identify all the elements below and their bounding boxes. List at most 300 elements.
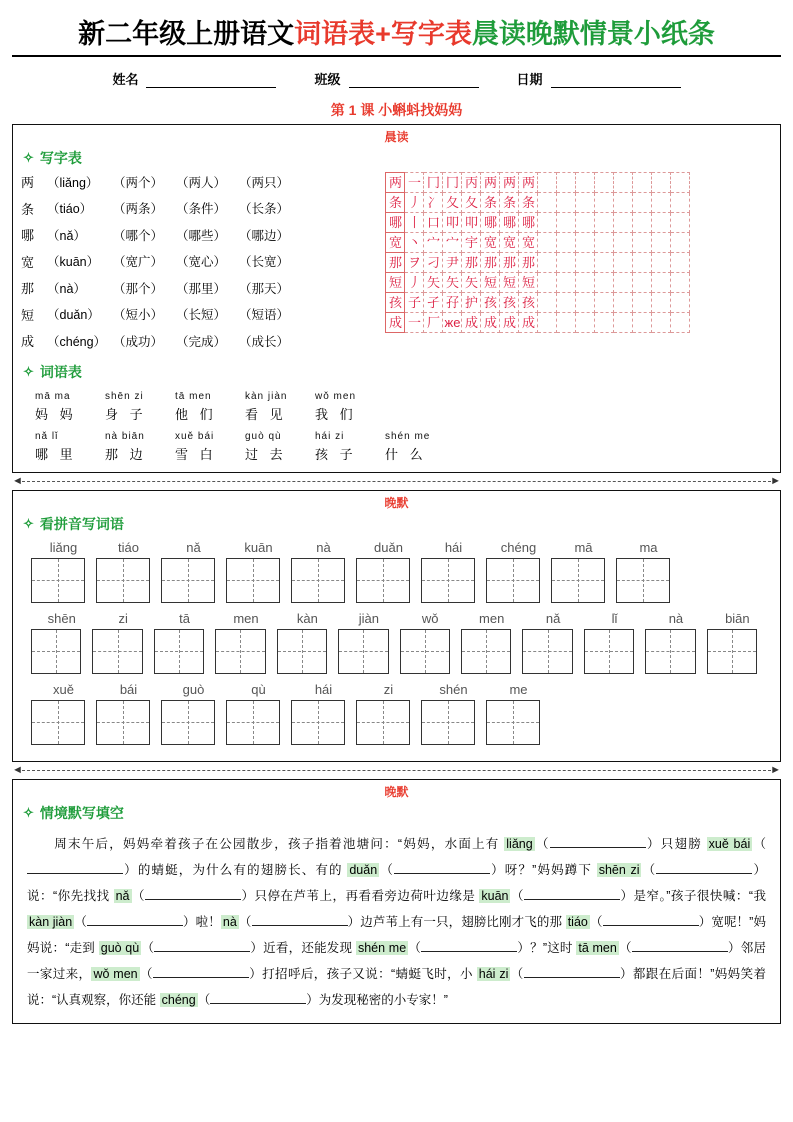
writing-box[interactable] (291, 558, 345, 603)
passage-text: ）为发现秘密的小专家！” (306, 992, 448, 1007)
practice-cell[interactable] (538, 253, 557, 273)
stroke-step: 那 (481, 253, 500, 273)
word-pinyin: nǎ lǐ (35, 430, 59, 442)
word-hanzi: 身 子 (105, 406, 147, 422)
pinyin-hint: hái zi (478, 966, 509, 981)
context-passage (13, 827, 780, 1023)
practice-cell[interactable] (633, 253, 652, 273)
stroke-step: 子 (405, 293, 424, 313)
writing-box[interactable] (31, 700, 85, 745)
passage-text: 周末午后，妈妈牵着孩子在公园散步，孩子指着池塘问：“妈妈，水面上有 (53, 836, 505, 851)
word: （那个） (113, 281, 164, 296)
lesson-title: 第 1 课 小蝌蚪找妈妈 (330, 102, 463, 118)
word: （短语） (239, 308, 290, 322)
practice-cell[interactable] (557, 233, 576, 253)
pinyin-label: jiàn (358, 610, 379, 626)
word-hanzi: 那 边 (105, 446, 147, 462)
practice-cell[interactable] (595, 193, 614, 213)
practice-cell[interactable] (595, 173, 614, 193)
stroke-step: 条 (519, 193, 538, 213)
answer-blank[interactable] (524, 977, 620, 978)
arrow-right-icon: ► (770, 763, 781, 776)
answer-blank[interactable] (87, 925, 183, 926)
panel3-header: 晚默 (384, 784, 409, 799)
page-title-part3: 晨读晚默情景小纸条 (471, 19, 715, 49)
word-entry (245, 426, 315, 464)
word-hanzi: 什 么 (385, 446, 427, 462)
stroke-step: 宀 (443, 233, 462, 253)
answer-blank[interactable] (154, 951, 250, 952)
word-pinyin: shén me (385, 430, 431, 442)
writing-box[interactable] (277, 629, 327, 674)
passage-text: ）都跟在后面！”妈妈笑着说：“认真观察，你还能 (27, 966, 766, 1007)
word-pinyin: tā men (175, 390, 212, 402)
pinyin-label: mā (574, 539, 593, 555)
section-write-chars-label: 写字表 (39, 150, 82, 166)
stroke-order-grid (381, 172, 772, 358)
passage-text: （ (131, 888, 145, 903)
practice-cell[interactable] (671, 233, 690, 253)
char: 宽 (21, 254, 35, 270)
practice-cell[interactable] (538, 313, 557, 333)
pinyin-label: wǒ (421, 610, 439, 626)
pinyin-label: nà (668, 610, 684, 626)
practice-cell[interactable] (557, 273, 576, 293)
pinyin-hint: kàn jiàn (29, 914, 73, 929)
word: （哪边） (239, 228, 290, 243)
writing-box[interactable] (31, 558, 85, 603)
stroke-step: 哪 (500, 213, 519, 233)
stroke-step: 夂 (462, 193, 481, 213)
practice-cell[interactable] (652, 293, 671, 313)
word-hanzi: 他 们 (175, 406, 217, 422)
writing-box[interactable] (291, 700, 345, 745)
section-word-list-label: 词语表 (39, 363, 82, 380)
practice-cell[interactable] (671, 253, 690, 273)
stroke-step: 两 (481, 173, 500, 193)
writing-box[interactable] (161, 558, 215, 603)
practice-cell[interactable] (671, 273, 690, 293)
writing-box[interactable] (226, 700, 280, 745)
passage-text: ）说：“你先找找 (27, 862, 766, 903)
writing-box[interactable] (486, 558, 540, 603)
pinyin-label: men (233, 610, 259, 626)
practice-cell[interactable] (633, 313, 652, 333)
section-word-list (13, 362, 780, 382)
pinyin-hint: tā men (578, 940, 617, 955)
writing-box[interactable] (421, 558, 475, 603)
practice-cell[interactable] (576, 293, 595, 313)
practice-cell[interactable] (633, 193, 652, 213)
stroke-step: 短 (519, 273, 538, 293)
practice-cell[interactable] (576, 213, 595, 233)
writing-box[interactable] (338, 629, 388, 674)
stroke-step: 哪 (481, 213, 500, 233)
practice-cell[interactable] (614, 233, 633, 253)
practice-cell[interactable] (614, 273, 633, 293)
pinyin-label: liǎng (49, 539, 78, 555)
passage-text: （ (408, 940, 422, 955)
char: 短 (21, 307, 35, 323)
table-row (21, 199, 381, 218)
passage-text: ）啦！ (182, 914, 221, 929)
word: （长条） (239, 202, 290, 216)
practice-cell[interactable] (576, 173, 595, 193)
practice-cell[interactable] (557, 193, 576, 213)
practice-cell[interactable] (557, 213, 576, 233)
practice-cell[interactable] (652, 233, 671, 253)
table-row (21, 331, 381, 350)
answer-blank[interactable] (603, 925, 699, 926)
class-input-line[interactable] (349, 74, 479, 88)
pinyin-label: hái (314, 681, 333, 697)
pinyin-hint: nǎ (115, 888, 130, 903)
writing-box[interactable] (486, 700, 540, 745)
writing-box[interactable] (421, 700, 475, 745)
section-context-fill-label: 情境默写填空 (39, 804, 124, 821)
practice-cell[interactable] (652, 273, 671, 293)
stroke-step: 成 (519, 313, 538, 333)
pinyin-hint: guò qù (100, 940, 140, 955)
practice-cell[interactable] (652, 313, 671, 333)
stroke-step: 丨 (405, 213, 424, 233)
pinyin-hint: kuān (481, 888, 509, 903)
stroke-step: 条 (481, 193, 500, 213)
practice-cell[interactable] (633, 233, 652, 253)
writing-box[interactable] (96, 700, 150, 745)
practice-cell[interactable] (652, 193, 671, 213)
pinyin: （chéng） (47, 334, 107, 349)
word-entry (105, 386, 175, 424)
word-hanzi: 看 见 (245, 406, 287, 422)
pinyin-label: shén (439, 681, 468, 697)
table-row (386, 173, 690, 193)
practice-cell[interactable] (538, 213, 557, 233)
date-label: 日期 (516, 72, 543, 87)
word-pinyin: xuě bái (175, 430, 215, 442)
practice-cell[interactable] (538, 293, 557, 313)
stroke-char: 哪 (386, 213, 405, 233)
answer-blank[interactable] (524, 899, 620, 900)
word: （那天） (239, 281, 290, 296)
passage-text: （ (752, 836, 766, 851)
practice-cell[interactable] (576, 233, 595, 253)
writing-box[interactable] (522, 629, 572, 674)
practice-cell[interactable] (576, 193, 595, 213)
write-char-list (21, 172, 381, 358)
answer-blank[interactable] (656, 873, 752, 874)
pinyin: （nà） (47, 281, 86, 296)
passage-text: （ (589, 914, 603, 929)
panel-evening-dictation-2 (12, 779, 781, 1024)
practice-cell[interactable] (614, 253, 633, 273)
writing-box[interactable] (645, 629, 695, 674)
stroke-char: 条 (386, 193, 405, 213)
table-row (386, 233, 690, 253)
pinyin: （nǎ） (47, 228, 86, 243)
table-row (386, 213, 690, 233)
stroke-step: 矢 (424, 273, 443, 293)
list-item (35, 426, 766, 464)
word-hanzi: 妈 妈 (35, 406, 77, 422)
stroke-char: 短 (386, 273, 405, 293)
stroke-step: 冫 (424, 193, 443, 213)
practice-cell[interactable] (633, 213, 652, 233)
date-input-line[interactable] (551, 74, 681, 88)
title-divider (12, 55, 781, 57)
writing-box[interactable] (551, 558, 605, 603)
practice-cell[interactable] (595, 233, 614, 253)
writing-box[interactable] (154, 629, 204, 674)
passage-text: ）只翅膀 (645, 836, 707, 851)
word-pinyin: hái zi (315, 430, 345, 442)
practice-cell[interactable] (538, 273, 557, 293)
writing-box[interactable] (92, 629, 142, 674)
writing-box[interactable] (31, 629, 81, 674)
page-title (12, 8, 781, 51)
stroke-step: 宽 (500, 233, 519, 253)
pinyin-hint: tiáo (567, 914, 588, 929)
answer-blank[interactable] (210, 1003, 306, 1004)
passage-text: （ (74, 914, 87, 929)
stroke-char: 孩 (386, 293, 405, 313)
answer-blank[interactable] (252, 925, 348, 926)
word-entry (175, 386, 245, 424)
practice-cell[interactable] (614, 193, 633, 213)
stroke-step: 丿 (405, 193, 424, 213)
practice-cell[interactable] (671, 313, 690, 333)
practice-cell[interactable] (557, 173, 576, 193)
stroke-step: 丙 (462, 173, 481, 193)
pinyin-label: nà (316, 539, 331, 555)
stroke-step: же (443, 313, 462, 333)
pinyin-label: biān (725, 610, 750, 626)
answer-blank[interactable] (145, 899, 241, 900)
word: （两条） (113, 202, 164, 216)
practice-cell[interactable] (595, 293, 614, 313)
stroke-step: 矢 (443, 273, 462, 293)
word: （条件） (176, 202, 227, 216)
pinyin: （liǎng） (47, 175, 99, 190)
stroke-step: 宽 (519, 233, 538, 253)
pinyin-label: bái (119, 681, 138, 697)
writing-box[interactable] (400, 629, 450, 674)
stroke-table (385, 172, 690, 333)
answer-blank[interactable] (550, 847, 646, 848)
practice-cell[interactable] (557, 313, 576, 333)
passage-text: （ (618, 940, 632, 955)
class-label: 班级 (314, 72, 341, 87)
table-row (21, 305, 381, 324)
word-hanzi: 雪 白 (175, 446, 217, 462)
word: （长短） (176, 308, 227, 322)
stroke-step: 孑 (424, 293, 443, 313)
writing-box[interactable] (707, 629, 757, 674)
pinyin-label: zi (118, 610, 128, 626)
writing-box[interactable] (96, 558, 150, 603)
practice-cell[interactable] (538, 193, 557, 213)
practice-cell[interactable] (538, 233, 557, 253)
stroke-step: 孩 (481, 293, 500, 313)
table-row (21, 278, 381, 297)
word-entry (35, 386, 105, 424)
word-pinyin: shēn zi (105, 390, 144, 402)
stroke-step: 叩 (462, 213, 481, 233)
word: （长宽） (239, 255, 290, 269)
passage-text: ）的蜻蜓，为什么有的翅膀长、有的 (123, 862, 348, 877)
diamond-icon: ✧ (23, 150, 34, 165)
practice-cell[interactable] (614, 313, 633, 333)
table-row (21, 252, 381, 271)
passage-text: （ (379, 862, 394, 877)
stroke-char: 宽 (386, 233, 405, 253)
stroke-step: 护 (462, 293, 481, 313)
stroke-step: 两 (519, 173, 538, 193)
word: （成长） (239, 334, 290, 349)
table-row (386, 293, 690, 313)
pinyin-hint: duǎn (349, 862, 378, 877)
passage-text: （ (510, 888, 524, 903)
practice-cell[interactable] (652, 253, 671, 273)
diamond-icon: ✧ (23, 804, 34, 820)
answer-blank[interactable] (394, 873, 490, 874)
practice-cell[interactable] (595, 253, 614, 273)
word: （宽心） (176, 255, 227, 269)
pinyin: （kuān） (47, 255, 100, 269)
table-row (386, 253, 690, 273)
writing-box[interactable] (461, 629, 511, 674)
stroke-step: 成 (481, 313, 500, 333)
practice-cell[interactable] (614, 173, 633, 193)
pinyin-label: men (479, 610, 505, 626)
practice-cell[interactable] (538, 173, 557, 193)
practice-cell[interactable] (576, 253, 595, 273)
practice-cell[interactable] (671, 193, 690, 213)
practice-cell[interactable] (671, 213, 690, 233)
section-write-chars (13, 148, 780, 168)
char: 那 (21, 281, 35, 296)
practice-cell[interactable] (557, 253, 576, 273)
stroke-step: 丿 (405, 273, 424, 293)
stroke-step: 孩 (500, 293, 519, 313)
stroke-step: 孖 (443, 293, 462, 313)
practice-cell[interactable] (652, 173, 671, 193)
panel2-header: 晚默 (384, 495, 409, 510)
char: 条 (21, 201, 35, 217)
word-entry (35, 426, 105, 464)
practice-cell[interactable] (576, 313, 595, 333)
stroke-char: 那 (386, 253, 405, 273)
practice-cell[interactable] (633, 293, 652, 313)
practice-cell[interactable] (595, 273, 614, 293)
practice-cell[interactable] (576, 273, 595, 293)
pinyin-label: tā (179, 610, 190, 626)
writing-box[interactable] (356, 558, 410, 603)
student-info-row (12, 69, 781, 88)
pinyin-label: kuān (244, 539, 273, 555)
writing-box[interactable] (215, 629, 265, 674)
stroke-step: 短 (481, 273, 500, 293)
practice-cell[interactable] (633, 173, 652, 193)
writing-box[interactable] (616, 558, 670, 603)
practice-cell[interactable] (614, 213, 633, 233)
word: （两只） (239, 175, 290, 190)
word-pinyin: mā ma (35, 390, 71, 402)
pinyin-label: zi (383, 681, 394, 697)
table-row (31, 682, 768, 745)
word-hanzi: 孩 子 (315, 446, 357, 462)
word: （短小） (113, 308, 164, 322)
answer-blank[interactable] (27, 873, 123, 874)
writing-box[interactable] (161, 700, 215, 745)
practice-cell[interactable] (614, 293, 633, 313)
answer-blank[interactable] (421, 951, 517, 952)
stroke-step: 叩 (443, 213, 462, 233)
word: （成功） (113, 334, 164, 349)
word-entry (315, 386, 385, 424)
stroke-step: 冂 (424, 173, 443, 193)
pinyin-hint: shén me (357, 940, 407, 955)
word-hanzi: 我 们 (315, 406, 357, 422)
passage-text: ）边芦苇上有一只，翅膀比刚才飞的那 (347, 914, 566, 929)
word-hanzi: 哪 里 (35, 446, 77, 462)
word-list (13, 386, 780, 472)
practice-cell[interactable] (595, 313, 614, 333)
stroke-step: 尹 (443, 253, 462, 273)
word: （宽广） (113, 255, 164, 269)
word: （哪个） (113, 228, 164, 243)
stroke-step: 孩 (519, 293, 538, 313)
practice-cell[interactable] (671, 293, 690, 313)
stroke-step: 哪 (519, 213, 538, 233)
stroke-step: 口 (424, 213, 443, 233)
panel-evening-dictation-1 (12, 490, 781, 762)
word: （那里） (176, 281, 227, 296)
writing-box[interactable] (584, 629, 634, 674)
practice-cell[interactable] (557, 293, 576, 313)
pinyin-label: nǎ (186, 539, 201, 555)
answer-blank[interactable] (153, 977, 249, 978)
practice-cell[interactable] (652, 213, 671, 233)
diamond-icon: ✧ (23, 363, 34, 379)
stroke-step: 厂 (424, 313, 443, 333)
word-pinyin: wǒ men (315, 390, 357, 402)
passage-text: （ (141, 940, 155, 955)
writing-box[interactable] (356, 700, 410, 745)
practice-cell[interactable] (633, 273, 652, 293)
table-row (386, 273, 690, 293)
practice-cell[interactable] (671, 173, 690, 193)
name-label: 姓名 (112, 72, 139, 87)
name-input-line[interactable] (146, 74, 276, 88)
pinyin-label: kàn (296, 610, 318, 626)
pinyin-label: me (509, 681, 528, 697)
pinyin-label: tiáo (118, 539, 139, 555)
char: 成 (21, 334, 35, 349)
word-entry (315, 426, 385, 464)
answer-blank[interactable] (632, 951, 728, 952)
pinyin-label: lǐ (611, 610, 618, 626)
writing-box[interactable] (226, 558, 280, 603)
pinyin-hint: nà (222, 914, 237, 929)
practice-cell[interactable] (595, 213, 614, 233)
pinyin-hint: wǒ men (93, 966, 138, 981)
passage-text: （ (139, 966, 153, 981)
passage-text: （ (238, 914, 252, 929)
passage-text: （ (534, 836, 550, 851)
stroke-step: 刁 (424, 253, 443, 273)
table-row (21, 172, 381, 191)
